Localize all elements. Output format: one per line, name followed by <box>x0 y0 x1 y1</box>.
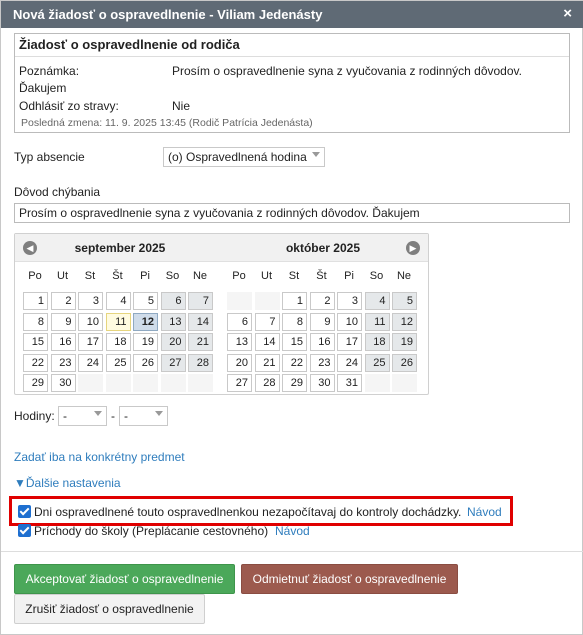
exclude-attendance-checkbox[interactable] <box>18 505 31 518</box>
calendar-day[interactable]: 15 <box>282 333 307 351</box>
weekday-header: Po <box>28 270 42 282</box>
calendar-day[interactable]: 5 <box>133 292 158 310</box>
weekday-header: So <box>369 270 384 282</box>
calendar-day[interactable]: 7 <box>188 292 213 310</box>
hours-label: Hodiny: <box>14 409 55 423</box>
weekday-header: Ne <box>396 270 412 282</box>
chevron-down-icon <box>155 411 163 416</box>
note-label: Poznámka: <box>19 64 80 78</box>
calendar-day[interactable]: 9 <box>310 313 335 331</box>
school-arrivals-label: Príchody do školy (Preplácanie cestovného) <box>34 524 269 538</box>
calendar-day[interactable]: 26 <box>133 354 158 372</box>
calendar-day[interactable]: 16 <box>310 333 335 351</box>
calendar-day[interactable]: 20 <box>161 333 186 351</box>
calendar-day[interactable]: 14 <box>188 313 213 331</box>
calendar-day[interactable]: 18 <box>365 333 390 351</box>
calendar-day[interactable]: 24 <box>78 354 103 372</box>
weekday-header: St <box>288 270 300 282</box>
note-value: Prosím o ospravedlnenie syna z vyučovania z rodinných dôvodov. <box>172 64 522 78</box>
close-icon[interactable]: × <box>563 5 572 22</box>
weekday-header: Ut <box>57 270 68 282</box>
calendar-day[interactable]: 25 <box>106 354 131 372</box>
hours-from-select[interactable] <box>58 406 107 426</box>
reason-input[interactable]: Prosím o ospravedlnenie syna z vyučovania z rodinných dôvodov. Ďakujem <box>14 203 570 223</box>
calendar-day[interactable]: 17 <box>337 333 362 351</box>
calendar-day[interactable]: 11 <box>365 313 390 331</box>
calendar-day[interactable]: 23 <box>310 354 335 372</box>
calendar-day[interactable]: 29 <box>23 374 48 392</box>
calendar-day[interactable]: 27 <box>227 374 252 392</box>
weekday-header: Št <box>316 270 327 282</box>
weekday-header: Ut <box>261 270 272 282</box>
calendar-day[interactable]: 18 <box>106 333 131 351</box>
calendar-day[interactable]: 31 <box>337 374 362 392</box>
calendar-empty-cell <box>161 374 186 392</box>
hours-to-value: - <box>124 409 128 423</box>
calendar-day[interactable]: 10 <box>78 313 103 331</box>
calendar-day[interactable]: 30 <box>310 374 335 392</box>
calendar-day[interactable]: 3 <box>78 292 103 310</box>
weekday-header: So <box>165 270 180 282</box>
last-change-info: Posledná zmena: 11. 9. 2025 13:45 (Rodič Patrícia Jedenásta) <box>21 117 313 129</box>
calendar-day[interactable]: 12 <box>392 313 417 331</box>
more-settings-toggle[interactable]: ▼Ďalšie nastavenia <box>14 476 121 490</box>
calendar-day[interactable]: 13 <box>161 313 186 331</box>
request-header: Žiadosť o ospravedlnenie od rodiča <box>19 37 240 52</box>
hours-separator: - <box>111 409 115 423</box>
date-range-calendar <box>14 233 429 395</box>
calendar-day[interactable]: 1 <box>23 292 48 310</box>
calendar-day[interactable]: 25 <box>365 354 390 372</box>
calendar-empty-cell <box>106 374 131 392</box>
calendar-day[interactable]: 2 <box>51 292 76 310</box>
chevron-down-icon <box>94 411 102 416</box>
calendar-day[interactable]: 26 <box>392 354 417 372</box>
calendar-day[interactable]: 24 <box>337 354 362 372</box>
weekday-header: Pi <box>140 270 150 282</box>
calendar-day[interactable]: 4 <box>106 292 131 310</box>
parent-request-box <box>14 33 570 133</box>
calendar-empty-cell <box>392 374 417 392</box>
calendar-day[interactable]: 23 <box>51 354 76 372</box>
calendar-day[interactable]: 22 <box>23 354 48 372</box>
calendar-day[interactable]: 9 <box>51 313 76 331</box>
exclude-attendance-label: Dni ospravedlnené touto ospravedlnenkou nezapočítavaj do kontroly dochádzky. <box>34 505 462 519</box>
month-title-october: október 2025 <box>285 241 361 255</box>
weekday-header: St <box>84 270 96 282</box>
hours-to-select[interactable] <box>119 406 168 426</box>
calendar-day[interactable]: 20 <box>227 354 252 372</box>
weekday-header: Po <box>232 270 246 282</box>
next-month-icon[interactable]: ▶ <box>406 241 420 255</box>
weekday-header: Pi <box>344 270 354 282</box>
reason-label: Dôvod chýbania <box>14 185 101 199</box>
calendar-empty-cell <box>255 292 280 310</box>
school-arrivals-checkbox[interactable] <box>18 524 31 537</box>
calendar-empty-cell <box>188 374 213 392</box>
calendar-day[interactable]: 21 <box>255 354 280 372</box>
calendar-day[interactable]: 15 <box>23 333 48 351</box>
meal-value: Nie <box>172 99 191 113</box>
calendar-day[interactable]: 28 <box>255 374 280 392</box>
calendar-empty-cell <box>133 374 158 392</box>
calendar-day[interactable]: 8 <box>282 313 307 331</box>
calendar-empty-cell <box>227 292 252 310</box>
accept-request-button[interactable]: Akceptovať žiadosť o ospravedlnenie <box>14 564 235 594</box>
calendar-day[interactable]: 4 <box>365 292 390 310</box>
calendar-day[interactable]: 19 <box>392 333 417 351</box>
dialog-titlebar <box>1 1 583 28</box>
calendar-day[interactable]: 28 <box>188 354 213 372</box>
dialog-title: Nová žiadosť o ospravedlnenie - Viliam Jedenásty <box>13 7 323 22</box>
calendar-empty-cell <box>78 374 103 392</box>
weekday-header: Št <box>112 270 123 282</box>
calendar-day[interactable]: 13 <box>227 333 252 351</box>
calendar-day[interactable]: 30 <box>51 374 76 392</box>
cancel-request-button[interactable]: Zrušiť žiadosť o ospravedlnenie <box>14 594 205 624</box>
absence-type-value: (o) Ospravedlnená hodina <box>168 150 307 164</box>
calendar-day[interactable]: 17 <box>78 333 103 351</box>
calendar-day[interactable]: 5 <box>392 292 417 310</box>
footer-divider <box>1 551 583 552</box>
reject-request-button[interactable]: Odmietnuť žiadosť o ospravedlnenie <box>241 564 458 594</box>
calendar-day[interactable]: 27 <box>161 354 186 372</box>
hours-from-value: - <box>63 409 67 423</box>
calendar-day[interactable]: 3 <box>337 292 362 310</box>
calendar-day[interactable]: 1 <box>282 292 307 310</box>
prev-month-icon[interactable]: ◀ <box>23 241 37 255</box>
help-link-attendance[interactable]: Návod <box>467 505 502 519</box>
calendar-empty-cell <box>365 374 390 392</box>
specific-subject-link[interactable]: Zadať iba na konkrétny predmet <box>14 450 185 464</box>
absence-type-label: Typ absencie <box>14 150 85 164</box>
calendar-day[interactable]: 29 <box>282 374 307 392</box>
calendar-day[interactable]: 2 <box>310 292 335 310</box>
absence-type-select[interactable] <box>163 147 325 167</box>
help-link-arrivals[interactable]: Návod <box>275 524 310 538</box>
calendar-day[interactable]: 19 <box>133 333 158 351</box>
calendar-day[interactable]: 11 <box>106 313 131 331</box>
calendar-day[interactable]: 21 <box>188 333 213 351</box>
calendar-day[interactable]: 8 <box>23 313 48 331</box>
calendar-day[interactable]: 16 <box>51 333 76 351</box>
calendar-day[interactable]: 10 <box>337 313 362 331</box>
weekday-header: Ne <box>192 270 208 282</box>
calendar-day[interactable]: 7 <box>255 313 280 331</box>
chevron-down-icon <box>312 152 320 157</box>
calendar-day[interactable]: 6 <box>161 292 186 310</box>
meal-label: Odhlásiť zo stravy: <box>19 99 119 113</box>
calendar-day[interactable]: 22 <box>282 354 307 372</box>
note-continuation: Ďakujem <box>19 81 67 95</box>
request-divider <box>15 56 569 57</box>
calendar-day[interactable]: 14 <box>255 333 280 351</box>
calendar-day[interactable]: 12 <box>133 313 158 331</box>
calendar-day[interactable]: 6 <box>227 313 252 331</box>
month-title-september: september 2025 <box>74 241 166 255</box>
